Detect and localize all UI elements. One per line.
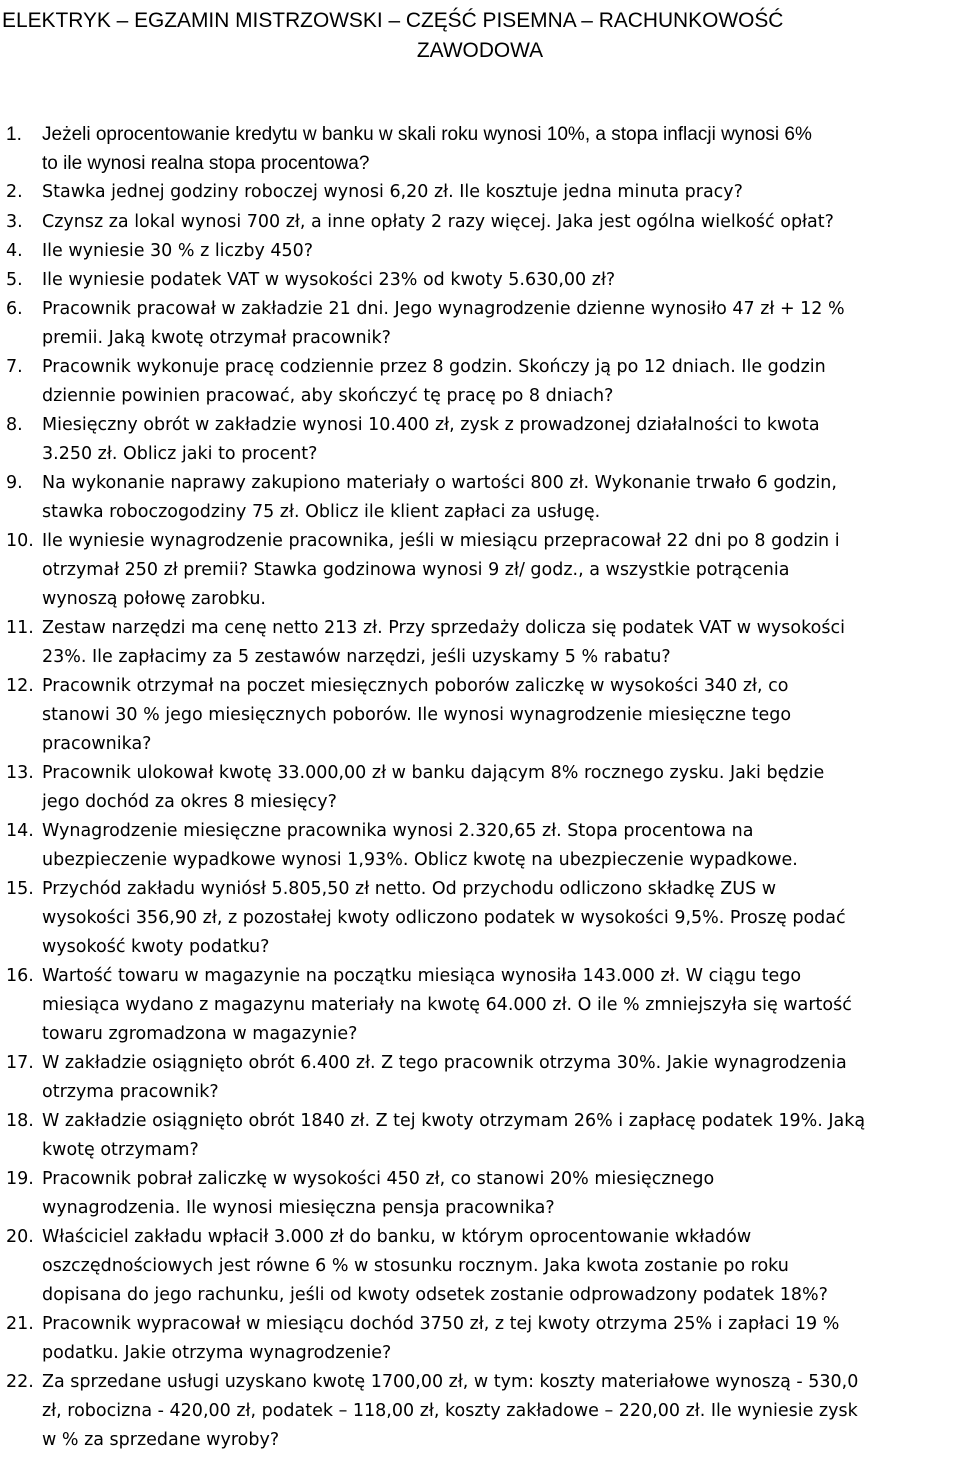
question-text-line: miesiąca wydano z magazynu materiały na kwotę 64.000 zł. O ile % zmniejszyła się wartość <box>42 995 852 1015</box>
question-item <box>0 411 960 469</box>
question-item <box>0 817 960 875</box>
question-text-line: Właściciel zakładu wpłacił 3.000 zł do banku, w którym oprocentowanie wkładów <box>42 1227 752 1247</box>
question-text-line: kwotę otrzymam? <box>42 1140 199 1160</box>
question-text-line: jego dochód za okres 8 miesięcy? <box>42 792 337 812</box>
question-number: 13. <box>6 763 34 783</box>
question-text-line: wynoszą połowę zarobku. <box>42 589 266 609</box>
question-text-line: Na wykonanie naprawy zakupiono materiały o wartości 800 zł. Wykonanie trwało 6 godzin, <box>42 473 837 493</box>
question-text-line: premii. Jaką kwotę otrzymał pracownik? <box>42 328 391 348</box>
question-item <box>0 469 960 527</box>
question-number: 16. <box>6 966 34 986</box>
question-text-line: Ile wyniesie 30 % z liczby 450? <box>42 241 314 261</box>
question-item <box>0 1310 960 1368</box>
document-title <box>0 6 960 66</box>
question-number: 7. <box>6 357 23 377</box>
question-text-line: Pracownik wypracował w miesiącu dochód 3750 zł, z tej kwoty otrzyma 25% i zapłaci 19 % <box>42 1314 840 1334</box>
question-text-line: otrzyma pracownik? <box>42 1082 219 1102</box>
question-number: 10. <box>6 531 34 551</box>
question-text-line: Jeżeli oprocentowanie kredytu w banku w skali roku wynosi 10%, a stopa inflacji wynosi 6% <box>42 124 812 145</box>
question-text-line: W zakładzie osiągnięto obrót 1840 zł. Z tej kwoty otrzymam 26% i zapłacę podatek 19%. Jaką <box>42 1111 866 1131</box>
question-item <box>0 266 960 295</box>
question-text-line: Wynagrodzenie miesięczne pracownika wynosi 2.320,65 zł. Stopa procentowa na <box>42 821 754 841</box>
question-item <box>0 237 960 266</box>
question-item <box>0 1165 960 1223</box>
question-number: 21. <box>6 1314 34 1334</box>
question-text-line: wysokości 356,90 zł, z pozostałej kwoty odliczono podatek w wysokości 9,5%. Proszę podać <box>42 908 846 928</box>
question-item <box>0 962 960 1049</box>
question-text-line: Pracownik wykonuje pracę codziennie przez 8 godzin. Skończy ją po 12 dniach. Ile godzin <box>42 357 826 377</box>
question-number: 1. <box>6 124 22 145</box>
question-text-line: dopisana do jego rachunku, jeśli od kwoty odsetek zostanie odprowadzony podatek 18%? <box>42 1285 828 1305</box>
question-text-line: 3.250 zł. Oblicz jaki to procent? <box>42 444 318 464</box>
question-number: 12. <box>6 676 34 696</box>
question-number: 8. <box>6 415 23 435</box>
question-text-line: Stawka jednej godziny roboczej wynosi 6,20 zł. Ile kosztuje jedna minuta pracy? <box>42 182 743 202</box>
question-text-line: ubezpieczenie wypadkowe wynosi 1,93%. Oblicz kwotę na ubezpieczenie wypadkowe. <box>42 850 798 870</box>
question-item <box>0 120 960 178</box>
question-text-line: dziennie powinien pracować, aby skończyć tę pracę po 8 dniach? <box>42 386 614 406</box>
question-text-line: W zakładzie osiągnięto obrót 6.400 zł. Z tego pracownik otrzyma 30%. Jakie wynagrodzenia <box>42 1053 847 1073</box>
question-number: 15. <box>6 879 34 899</box>
question-text-line: Zestaw narzędzi ma cenę netto 213 zł. Przy sprzedaży dolicza się podatek VAT w wysokości <box>42 618 845 638</box>
question-text-line: Czynsz za lokal wynosi 700 zł, a inne opłaty 2 razy więcej. Jaka jest ogólna wielkość opłat? <box>42 212 834 232</box>
question-text-line: Pracownik otrzymał na poczet miesięcznych poborów zaliczkę w wysokości 340 zł, co <box>42 676 789 696</box>
question-number: 17. <box>6 1053 34 1073</box>
question-text-line: Wartość towaru w magazynie na początku miesiąca wynosiła 143.000 zł. W ciągu tego <box>42 966 802 986</box>
question-text-line: Ile wyniesie podatek VAT w wysokości 23% od kwoty 5.630,00 zł? <box>42 270 616 290</box>
question-text-line: towaru zgromadzona w magazynie? <box>42 1024 358 1044</box>
question-text-line: Pracownik pobrał zaliczkę w wysokości 450 zł, co stanowi 20% miesięcznego <box>42 1169 715 1189</box>
question-text-line: w % za sprzedane wyroby? <box>42 1430 280 1450</box>
question-item <box>0 672 960 759</box>
question-number: 4. <box>6 241 23 261</box>
question-number: 11. <box>6 618 34 638</box>
question-number: 2. <box>6 182 23 202</box>
question-item <box>0 1223 960 1310</box>
question-item <box>0 208 960 237</box>
question-number: 14. <box>6 821 34 841</box>
question-text-line: Pracownik ulokował kwotę 33.000,00 zł w banku dającym 8% rocznego zysku. Jaki będzie <box>42 763 825 783</box>
question-text-line: Miesięczny obrót w zakładzie wynosi 10.400 zł, zysk z prowadzonej działalności to kwota <box>42 415 820 435</box>
question-text-line: Ile wyniesie wynagrodzenie pracownika, jeśli w miesiącu przepracował 22 dni po 8 godzin i <box>42 531 840 551</box>
question-text-line: wysokość kwoty podatku? <box>42 937 270 957</box>
question-item <box>0 353 960 411</box>
question-text-line: pracownika? <box>42 734 152 754</box>
question-number: 22. <box>6 1372 34 1392</box>
question-text-line: oszczędnościowych jest równe 6 % w stosunku rocznym. Jaka kwota zostanie po roku <box>42 1256 789 1276</box>
question-number: 20. <box>6 1227 34 1247</box>
title-line-2: ZAWODOWA <box>416 39 544 62</box>
question-item <box>0 527 960 614</box>
title-line-1: ELEKTRYK – EGZAMIN MISTRZOWSKI – CZĘŚĆ PISEMNA – RACHUNKOWOŚĆ <box>2 9 784 32</box>
question-item <box>0 295 960 353</box>
question-number: 18. <box>6 1111 34 1131</box>
question-item <box>0 178 960 207</box>
question-item <box>0 875 960 962</box>
question-item <box>0 759 960 817</box>
question-text-line: stawka roboczogodziny 75 zł. Oblicz ile klient zapłaci za usługę. <box>42 502 601 522</box>
question-text-line: Przychód zakładu wyniósł 5.805,50 zł netto. Od przychodu odliczono składkę ZUS w <box>42 879 777 899</box>
question-text-line: Pracownik pracował w zakładzie 21 dni. Jego wynagrodzenie dzienne wynosiło 47 zł + 12 % <box>42 299 845 319</box>
question-text-line: Za sprzedane usługi uzyskano kwotę 1700,00 zł, w tym: koszty materiałowe wynoszą - 530,0 <box>42 1372 859 1392</box>
question-number: 6. <box>6 299 23 319</box>
question-number: 5. <box>6 270 23 290</box>
question-text-line: otrzymał 250 zł premii? Stawka godzinowa wynosi 9 zł/ godz., a wszystkie potrącenia <box>42 560 790 580</box>
question-item <box>0 1368 960 1455</box>
question-number: 19. <box>6 1169 34 1189</box>
question-number: 3. <box>6 212 23 232</box>
question-text-line: wynagrodzenia. Ile wynosi miesięczna pensja pracownika? <box>42 1198 555 1218</box>
question-text-line: to ile wynosi realna stopa procentowa? <box>42 153 370 174</box>
question-number: 9. <box>6 473 23 493</box>
question-item <box>0 1107 960 1165</box>
question-text-line: podatku. Jakie otrzyma wynagrodzenie? <box>42 1343 392 1363</box>
question-item <box>0 614 960 672</box>
question-item <box>0 1049 960 1107</box>
question-text-line: zł, robocizna - 420,00 zł, podatek – 118,00 zł, koszty zakładowe – 220,00 zł. Ile wyniesie zysk <box>42 1401 858 1421</box>
question-text-line: stanowi 30 % jego miesięcznych poborów. Ile wynosi wynagrodzenie miesięczne tego <box>42 705 792 725</box>
question-text-line: 23%. Ile zapłacimy za 5 zestawów narzędzi, jeśli uzyskamy 5 % rabatu? <box>42 647 671 667</box>
